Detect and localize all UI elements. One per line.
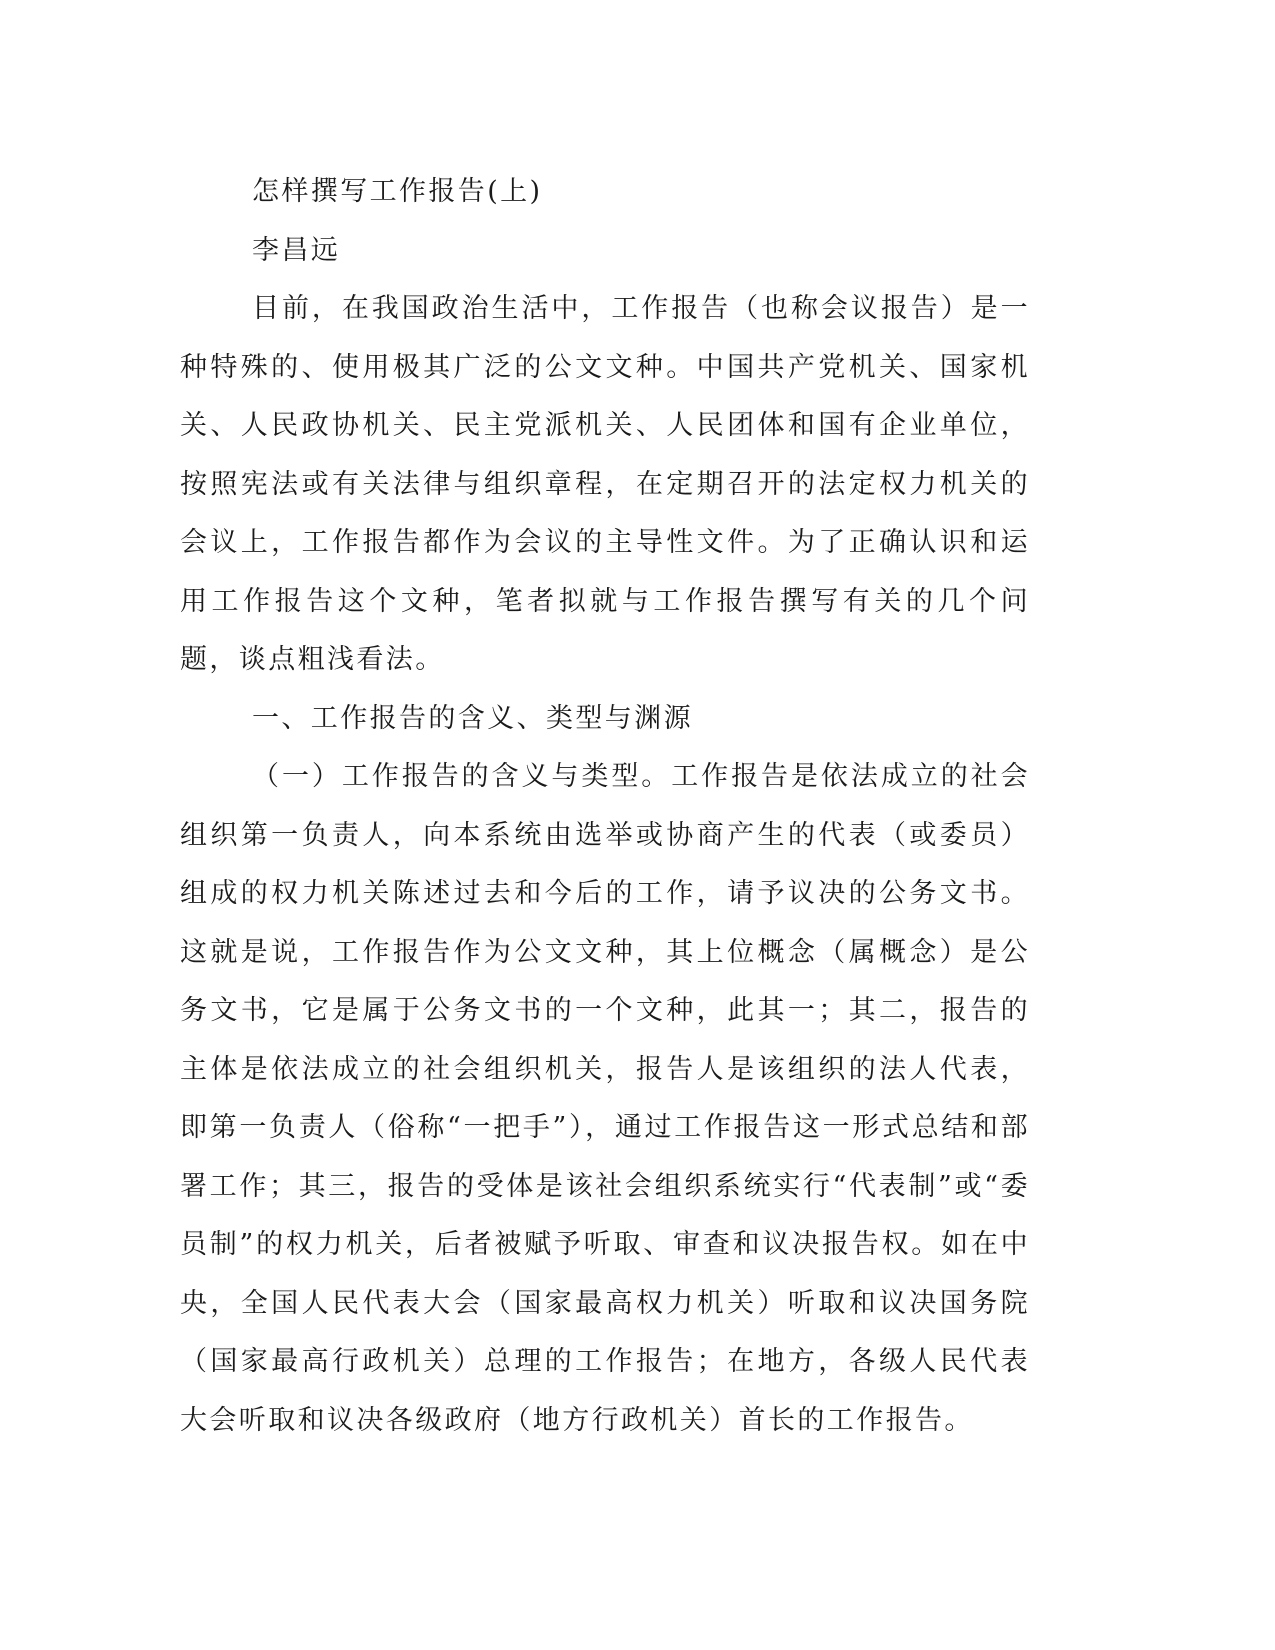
definition-paragraph: （一）工作报告的含义与类型。工作报告是依法成立的社会组织第一负责人，向本系统由选举或协商产生的代表（或委员）组成的权力机关陈述过去和今后的工作，请予议决的公务文书。这就是说，工作报告作为公文文种，其上位概念（属概念）是公务文书，它是属于公务文书的一个文种，此其一；其二，报告的主体是依法成立的社会组织机关，报告人是该组织的法人代表，即第一负责人（俗称“一把手”），通过工作报告这一形式总结和部署工作；其三，报告的受体是该社会组织系统实行“代表制”或“委员制”的权力机关，后者被赋予听取、审查和议决报告权。如在中央，全国人民代表大会（国家最高权力机关）听取和议决国务院（国家最高行政机关）总理的工作报告；在地方，各级人民代表大会听取和议决各级政府（地方行政机关）首长的工作报告。 <box>180 761 1030 1436</box>
document-title: 怎样撰写工作报告(上) <box>252 176 543 207</box>
document-author: 李昌远 <box>252 234 341 266</box>
document-body <box>180 163 1030 1450</box>
section-heading: 一、工作报告的含义、类型与渊源 <box>252 702 693 734</box>
intro-paragraph: 目前，在我国政治生活中，工作报告（也称会议报告）是一种特殊的、使用极其广泛的公文文种。中国共产党机关、国家机关、人民政协机关、民主党派机关、人民团体和国有企业单位，按照宪法或有关法律与组织章程，在定期召开的法定权力机关的会议上，工作报告都作为会议的主导性文件。为了正确认识和运用工作报告这个文种，笔者拟就与工作报告撰写有关的几个问题，谈点粗浅看法。 <box>180 293 1030 675</box>
